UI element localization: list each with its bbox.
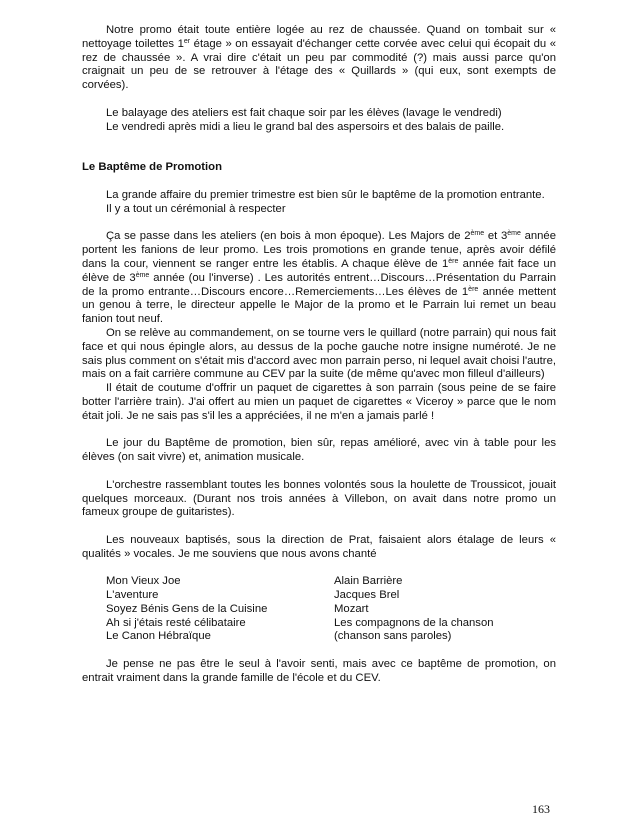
paragraph-corvee: Notre promo était toute entière logée au rez de chaussée. Quand on tombait sur « nettoyage toilettes 1er étage » on essayait d'échanger cette corvée avec celui qui écopait du « rez de chaussée ». A vrai dire c'était un peu par commodité (?) mais aussi parce qu'on craignait un peu de se retrouver à l'étage des « Quillards » (qui eux, sont exempts de corvées). [82,24,556,92]
song-title: Ah si j'étais resté célibataire [106,616,246,629]
paragraph-balayage: Le balayage des ateliers est fait chaque soir par les élèves (lavage le vendredi) [106,106,502,119]
song-artist: Mozart [334,602,369,615]
page-number: 163 [532,802,550,816]
paragraph-ateliers: Ça se passe dans les ateliers (en bois à mon époque). Les Majors de 2ème et 3ème année portent les fanions de leur promo. Les trois promotions en grande tenue, après avoir défilé dans la cour, viennent se ranger entre les établis. A chaque élève de 1ère année fait face un élève de 3ème année (ou l'inverse) . Les autorités entrent…Discours…Présentation du Parrain de la promo entrante…Discours encore…Remerciements…Les élèves de 1ère année mettent un genou à terre, le directeur appelle le Major de la promo et le Parrain lui remet un beau fanion tout neuf. [82,230,557,326]
paragraph-grande-affaire: La grande affaire du premier trimestre est bien sûr le baptême de la promotion entrante. [106,188,545,201]
song-list [106,575,556,644]
paragraph-ceremonial: Il y a tout un cérémonial à respecter [106,202,286,215]
paragraph-quillard: On se relève au commandement, on se tourne vers le quillard (notre parrain) qui nous fait face et qui nous épingle alors, au dessus de la poche gauche notre insigne numéroté. Je ne sais plus comment on s'était mis d'accord avec mon parrain perso, ni lequel avait choisi l'autre, mais on a fait carrière commune au CEV par la suite (de même qu'avec mon filleul d'ailleurs) [82,326,556,381]
paragraph-orchestre: L'orchestre rassemblant toutes les bonnes volontés sous la houlette de Troussicot, jouait quelques morceaux. (Durant nos trois années à Villebon, on avait dans notre promo un fameux groupe de guitaristes). [82,478,556,519]
paragraph-repas: Le jour du Baptême de promotion, bien sûr, repas amélioré, avec vin à table pour les élèves (on sait vivre) et, animation musicale. [82,437,556,464]
song-title: Soyez Bénis Gens de la Cuisine [106,602,268,615]
song-title: L'aventure [106,589,159,602]
section-heading: Le Baptême de Promotion [82,161,222,174]
paragraph-vendredi: Le vendredi après midi a lieu le grand bal des aspersoirs et des balais de paille. [106,120,505,133]
paragraph-chants: Les nouveaux baptisés, sous la direction de Prat, faisaient alors étalage de leurs « qualités » vocales. Je me souviens que nous avons chanté [82,533,556,560]
song-artist: Alain Barrière [334,575,403,588]
song-artist: Les compagnons de la chanson [334,616,494,629]
page-body [82,24,556,686]
song-title: Mon Vieux Joe [106,575,181,588]
song-artist: (chanson sans paroles) [334,630,452,643]
paragraph-conclusion: Je pense ne pas être le seul à l'avoir senti, mais avec ce baptême de promotion, on entrait vraiment dans la grande famille de l'école et du CEV. [82,658,556,684]
song-artist: Jacques Brel [334,589,400,602]
song-title: Le Canon Hébraïque [106,630,211,643]
paragraph-cigarettes: Il était de coutume d'offrir un paquet de cigarettes à son parrain (sous peine de se faire botter l'arrière train). J'ai offert au mien un paquet de cigarettes « Viceroy » parce que le nom était joli. Je ne sais pas s'il les a appréciées, il ne m'en a jamais parlé ! [82,382,556,422]
